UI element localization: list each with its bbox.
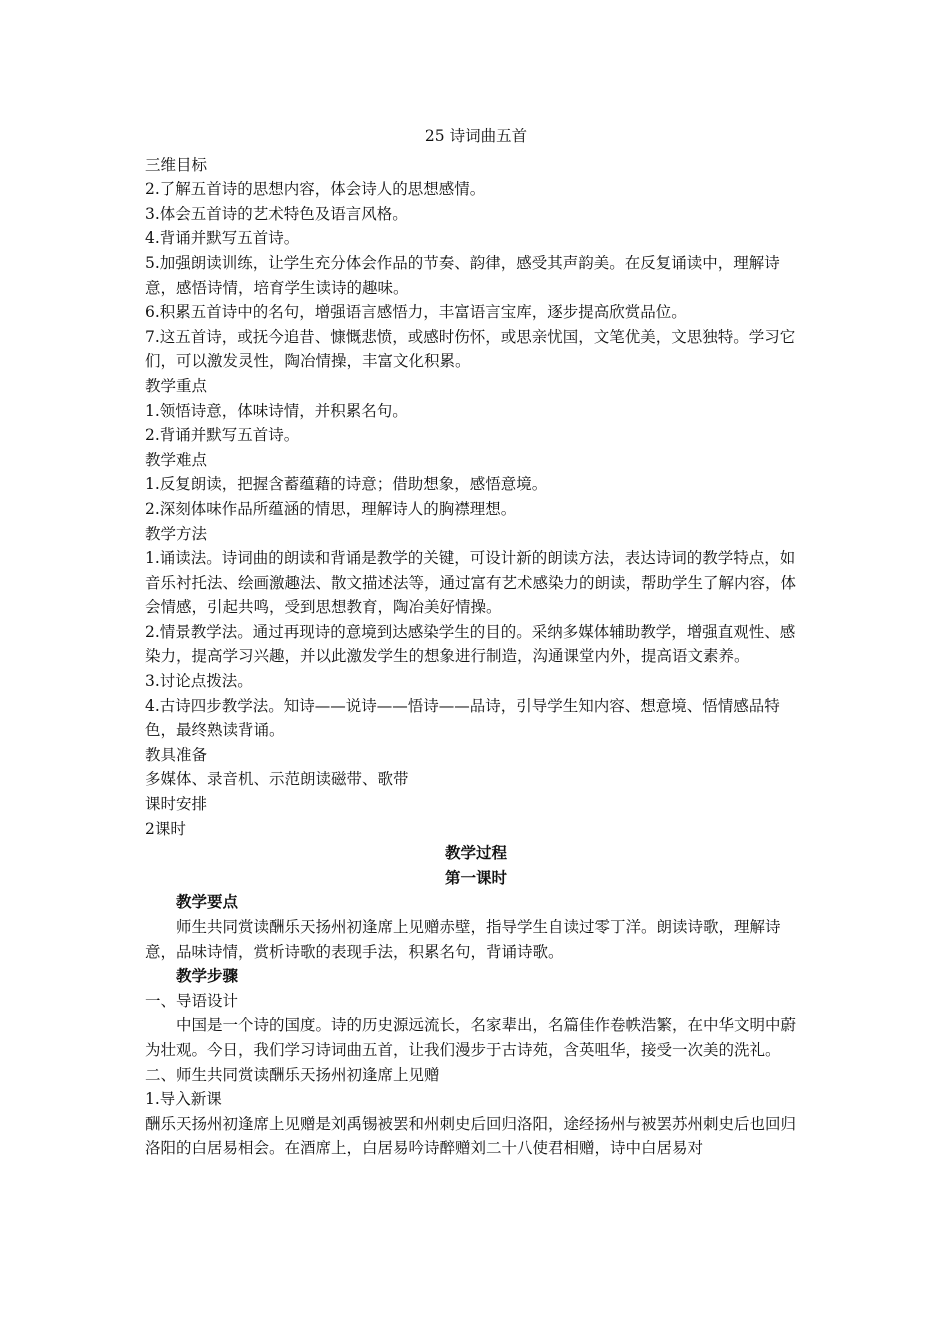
objective-item: 3.体会五首诗的艺术特色及语言风格。 [145, 204, 408, 223]
method-item: 2.情景教学法。通过再现诗的意境到达感染学生的目的。采纳多媒体辅助教学，增强直观性、感染力，提高学习兴趣，并以此激发学生的想象进行制造，沟通课堂内外，提高语文素养。 [145, 622, 796, 666]
key-text: 师生共同赏读酬乐天扬州初逢席上见赠赤壁，指导学生自读过零丁洋。朗读诗歌，理解诗意，品味诗情，赏析诗歌的表现手法，积累名句，背诵诗歌。 [145, 918, 781, 961]
objective-item: 2.了解五首诗的思想内容，体会诗人的思想感情。 [145, 180, 486, 199]
step2-subheading: 1.导入新课 [145, 1090, 222, 1109]
difficulty-item: 1.反复朗读，把握含蓄蕴藉的诗意；借助想象，感悟意境。 [145, 475, 548, 494]
method-item: 4.古诗四步教学法。知诗——说诗——悟诗——品诗，引导学生知内容、想意境、悟情感品特色，最终熟读背诵。 [145, 696, 780, 740]
lesson-title: 第一课时 [444, 867, 507, 887]
schedule-heading: 课时安排 [145, 795, 208, 814]
tools-text: 多媒体、录音机、示范朗读磁带、歌带 [145, 770, 409, 789]
document-title: 25 诗词曲五首 [424, 127, 528, 145]
process-heading: 教学过程 [444, 843, 507, 863]
step1-heading: 一、导语设计 [145, 991, 239, 1010]
method-item: 1.诵读法。诗词曲的朗读和背诵是教学的关键，可设计新的朗读方法，表达诗词的教学特点，如音乐衬托法、绘画激趣法、散文描述法等，通过富有艺术感染力的朗读，帮助学生了解内容，体会情感，引起共鸣，受到思想教育，陶冶美好情操。 [145, 549, 797, 617]
key-heading: 教学要点 [176, 892, 239, 912]
difficulties-heading: 教学难点 [145, 450, 208, 469]
schedule-text: 2课时 [145, 819, 186, 838]
objective-item: 6.积累五首诗中的名句，增强语言感悟力，丰富语言宝库，逐步提高欣赏品位。 [145, 303, 687, 322]
step1-text: 中国是一个诗的国度。诗的历史源远流长，名家辈出，名篇佳作卷帙浩繁，在中华文明中蔚为壮观。今日，我们学习诗词曲五首，让我们漫步于古诗苑，含英咀华，接受一次美的洗礼。 [145, 1016, 797, 1059]
key-point-item: 1.领悟诗意，体味诗情，并积累名句。 [145, 401, 408, 420]
step2-text: 酬乐天扬州初逢席上见赠是刘禹锡被罢和州刺史后回归洛阳，途经扬州与被罢苏州刺史后也回归洛阳的白居易相会。在酒席上，白居易吟诗醉赠刘二十八使君相赠，诗中白居易对 [145, 1114, 797, 1158]
methods-heading: 教学方法 [145, 524, 208, 543]
key-points-heading: 教学重点 [145, 376, 208, 395]
step2-heading: 二、师生共同赏读酬乐天扬州初逢席上见赠 [145, 1065, 440, 1084]
document-page [145, 124, 807, 1161]
objective-item: 4.背诵并默写五首诗。 [145, 229, 300, 248]
key-point-item: 2.背诵并默写五首诗。 [145, 426, 300, 445]
difficulty-item: 2.深刻体味作品所蕴涵的情思，理解诗人的胸襟理想。 [145, 499, 517, 518]
objectives-heading: 三维目标 [145, 155, 208, 174]
tools-heading: 教具准备 [145, 745, 208, 764]
steps-heading: 教学步骤 [176, 966, 239, 986]
objective-item: 5.加强朗读训练，让学生充分体会作品的节奏、韵律，感受其声韵美。在反复诵读中，理解诗意，感悟诗情，培育学生读诗的趣味。 [145, 253, 780, 297]
method-item: 3.讨论点拨法。 [145, 672, 253, 691]
objective-item: 7.这五首诗，或抚今追昔、慷慨悲愤，或感时伤怀，或思亲忧国，文笔优美，文思独特。学习它们，可以激发灵性，陶冶情操，丰富文化积累。 [145, 327, 796, 371]
